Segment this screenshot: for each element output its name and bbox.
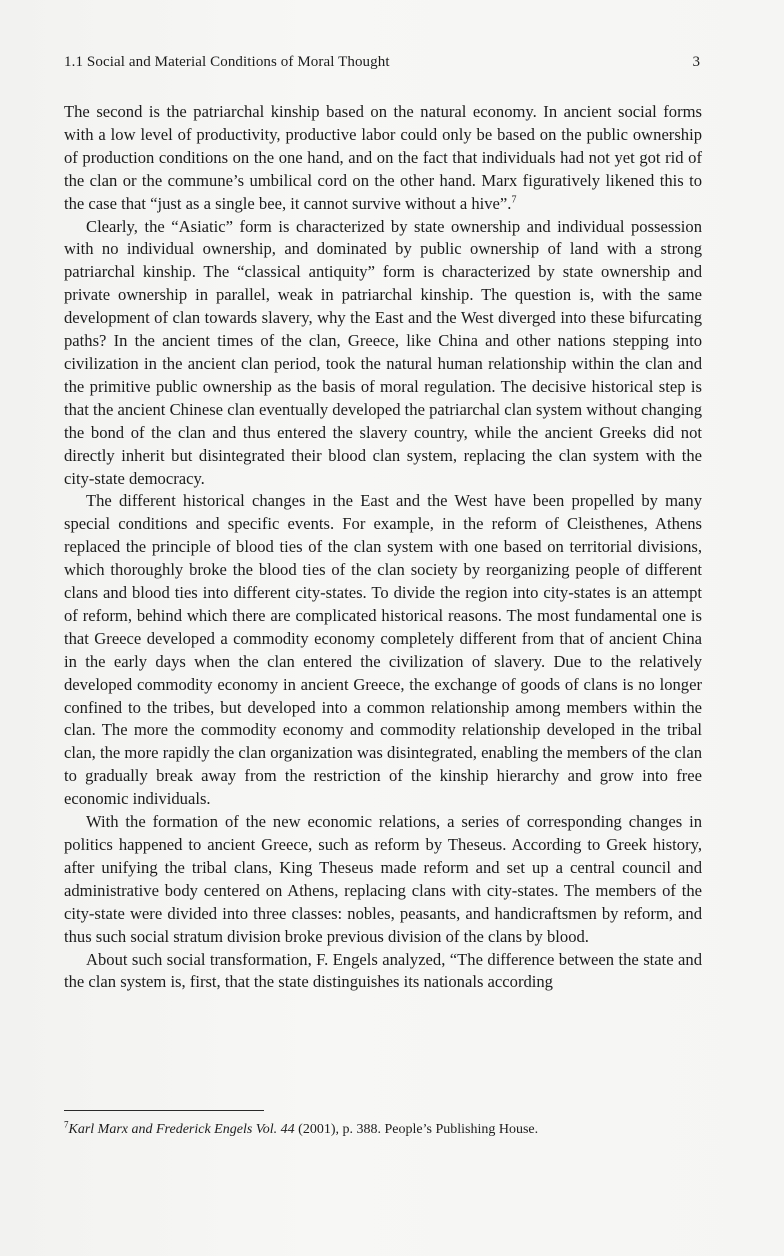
paragraph: About such social transformation, F. Engels analyzed, “The difference between the state and the clan system is, first, that the state distinguishes its nationals according [64,949,702,992]
paragraph [64,101,702,216]
section-title: 1.1 Social and Material Conditions of Moral Thought [64,54,390,70]
footnote [64,1121,704,1139]
paragraph-text: The second is the patriarchal kinship based on the natural economy. In ancient social forms with a low level of productivity, productive labor could only be based on the public ownership of production conditions on the one hand, and on the fact that individuals had not yet got rid of the clan or the commune’s umbilical cord on the other hand. Marx figuratively likened this to the case that “just as a single bee, it cannot survive without a hive”. [64,102,702,213]
footnote-marker[interactable]: 7 [511,194,517,206]
footnote-title: Karl Marx and Frederick Engels Vol. 44 [68,1122,295,1137]
body-text [64,101,702,994]
running-header [64,54,704,71]
footnote-divider [64,1110,264,1111]
footnote-rest: (2001), p. 388. People’s Publishing House. [294,1122,539,1137]
paragraph: The different historical changes in the East and the West have been propelled by many special conditions and specific events. For example, in the reform of Cleisthenes, Athens replaced the principle of blood ties of the clan system with one based on territorial divisions, which thoroughly broke the blood ties of the clan society by reorganizing people of different clans and blood ties into different city-states. To divide the region into city-states is an attempt of reform, behind which there are complicated historical reasons. The most fundamental one is that Greece developed a commodity economy completely different from that of ancient China in the early days when the clan entered the civilization of slavery. Due to the relatively developed commodity economy in ancient Greece, the exchange of goods of clans is no longer confined to the tribes, but developed into a common relationship among members within the clan. The more the commodity economy and commodity relationship developed in the tribal clan, the more rapidly the clan organization was disintegrated, enabling the members of the clan to gradually break away from the restriction of the kinship hierarchy and grow into free economic individuals. [64,491,702,809]
page-number: 3 [692,54,700,70]
paragraph: With the formation of the new economic relations, a series of corresponding changes in politics happened to ancient Greece, such as reform by Theseus. According to Greek history, after unifying the tribal clans, King Theseus made reform and set up a central council and administrative body centered on Athens, replacing clans with city-states. The members of the city-state were divided into three classes: nobles, peasants, and handicraftsmen by reform, and thus such social stratum division broke previous division of the clans by blood. [64,812,702,946]
footnote-number: 7 [64,1119,69,1130]
paragraph: Clearly, the “Asiatic” form is characterized by state ownership and individual possession with no individual ownership, and dominated by public ownership of land with a strong patriarchal kinship. The “classical antiquity” form is characterized by state ownership and private ownership in parallel, weak in patriarchal kinship. The question is, with the same development of clan towards slavery, why the East and the West diverged into these bifurcating paths? In the ancient times of the clan, Greece, like China and other nations stepping into civilization in the ancient clan period, took the natural human relationship within the clan and the primitive public ownership as the basis of moral regulation. The decisive historical step is that the ancient Chinese clan eventually developed the patriarchal clan system without changing the bond of the clan and thus entered the slavery country, while the ancient Greeks did not directly inherit but disintegrated their blood clan system, replacing the clan system with the city-state democracy. [64,216,702,488]
